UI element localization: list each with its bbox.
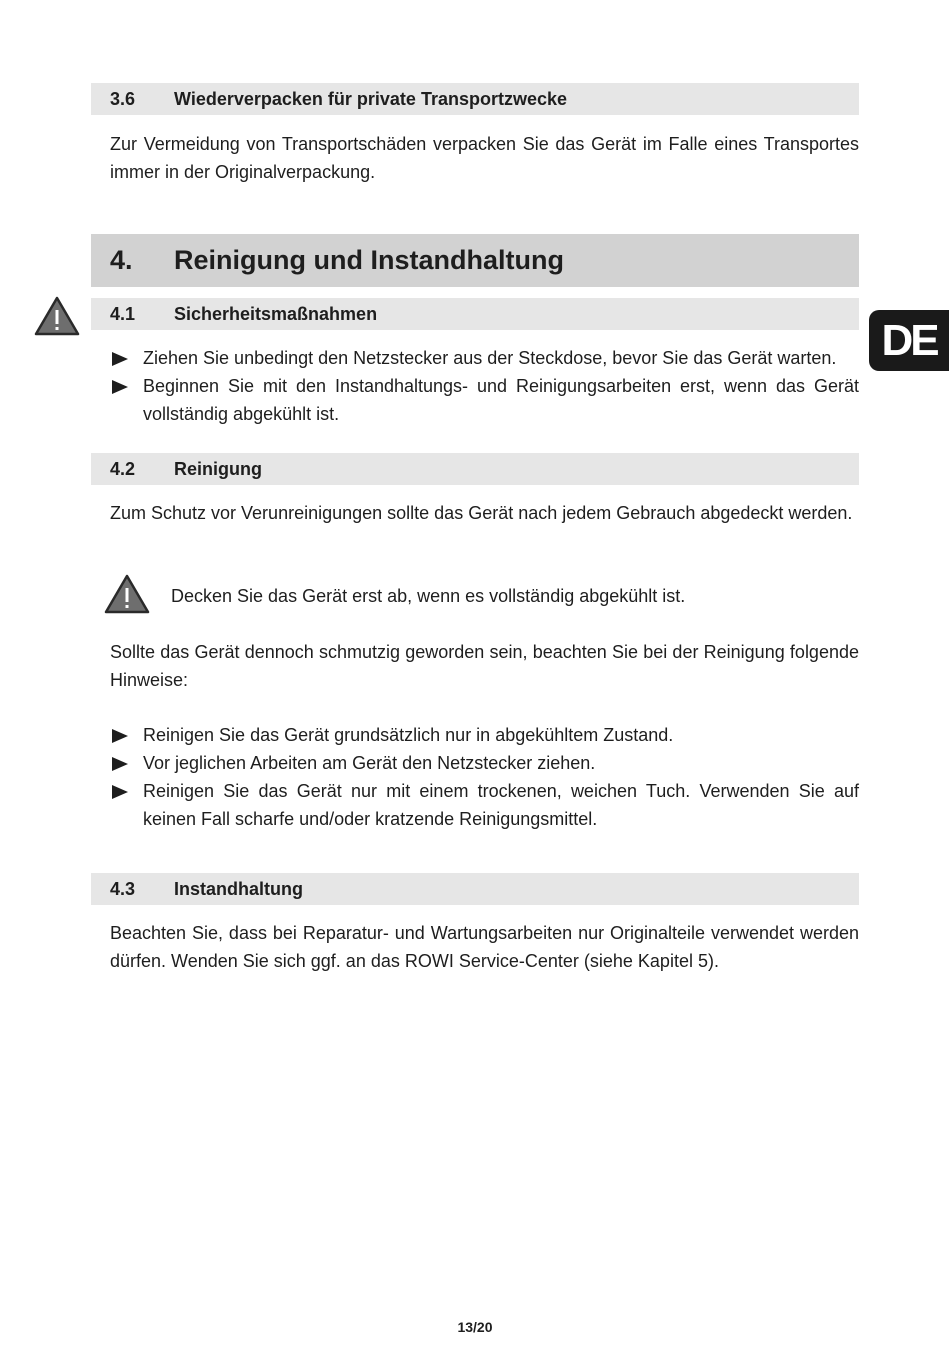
section-4-2-header (91, 453, 859, 485)
chapter-title: Reinigung und Instandhaltung (174, 245, 564, 275)
triangle-right-icon (112, 785, 128, 799)
section-4-2-text: Zum Schutz vor Verunreinigungen sollte das Gerät nach jedem Gebrauch abgedeckt werden. (110, 503, 853, 523)
warning-triangle-icon (104, 574, 150, 614)
section-title: Sicherheitsmaßnahmen (174, 303, 378, 324)
triangle-right-icon (112, 352, 128, 366)
section-number: 4.2 (110, 458, 136, 479)
triangle-right-icon (112, 729, 128, 743)
section-title: Wiederverpacken für private Transportzwecke (174, 88, 567, 109)
section-3-6-text: Zur Vermeidung von Transportschäden verpacken Sie das Gerät im Falle eines Transportes immer in der Originalverpackung. (110, 134, 859, 182)
triangle-right-icon (112, 757, 128, 771)
section-4-3-header (91, 873, 859, 905)
chapter-number: 4. (110, 245, 133, 275)
section-title: Reinigung (174, 458, 262, 479)
section-4-2-text-2: Sollte das Gerät dennoch schmutzig geworden sein, beachten Sie bei der Reinigung folgende Hinweise: (110, 642, 859, 690)
cleaning-list (110, 721, 859, 833)
section-number: 3.6 (110, 88, 136, 109)
section-number: 4.3 (110, 878, 136, 899)
page-number: 13/20 (457, 1319, 493, 1335)
triangle-right-icon (112, 380, 128, 394)
warning-triangle-icon (34, 296, 80, 336)
list-item: Ziehen Sie unbedingt den Netzstecker aus der Steckdose, bevor Sie das Gerät warten. (110, 344, 859, 372)
section-title: Instandhaltung (174, 878, 303, 899)
list-item: Vor jeglichen Arbeiten am Gerät den Netzstecker ziehen. (110, 749, 859, 777)
section-4-1-header (91, 298, 859, 330)
safety-list (110, 344, 859, 428)
warning-note: Decken Sie das Gerät erst ab, wenn es vollständig abgekühlt ist. (171, 586, 686, 606)
list-item: Reinigen Sie das Gerät grundsätzlich nur in abgekühltem Zustand. (110, 721, 859, 749)
language-tab: DE (869, 310, 949, 371)
list-item: Reinigen Sie das Gerät nur mit einem trockenen, weichen Tuch. Verwenden Sie auf keinen Fall scharfe und/oder kratzende Reinigungsmittel. (110, 777, 859, 833)
section-number: 4.1 (110, 303, 136, 324)
section-3-6-header (91, 83, 859, 115)
section-4-3-text: Beachten Sie, dass bei Reparatur- und Wartungsarbeiten nur Originalteile verwendet werden dürfen. Wenden Sie sich ggf. an das ROWI Service-Center (siehe Kapitel 5). (110, 923, 859, 971)
list-item: Beginnen Sie mit den Instandhaltungs- und Reinigungsarbeiten erst, wenn das Gerät vollständig abgekühlt ist. (110, 372, 859, 428)
chapter-4-header (91, 234, 859, 287)
